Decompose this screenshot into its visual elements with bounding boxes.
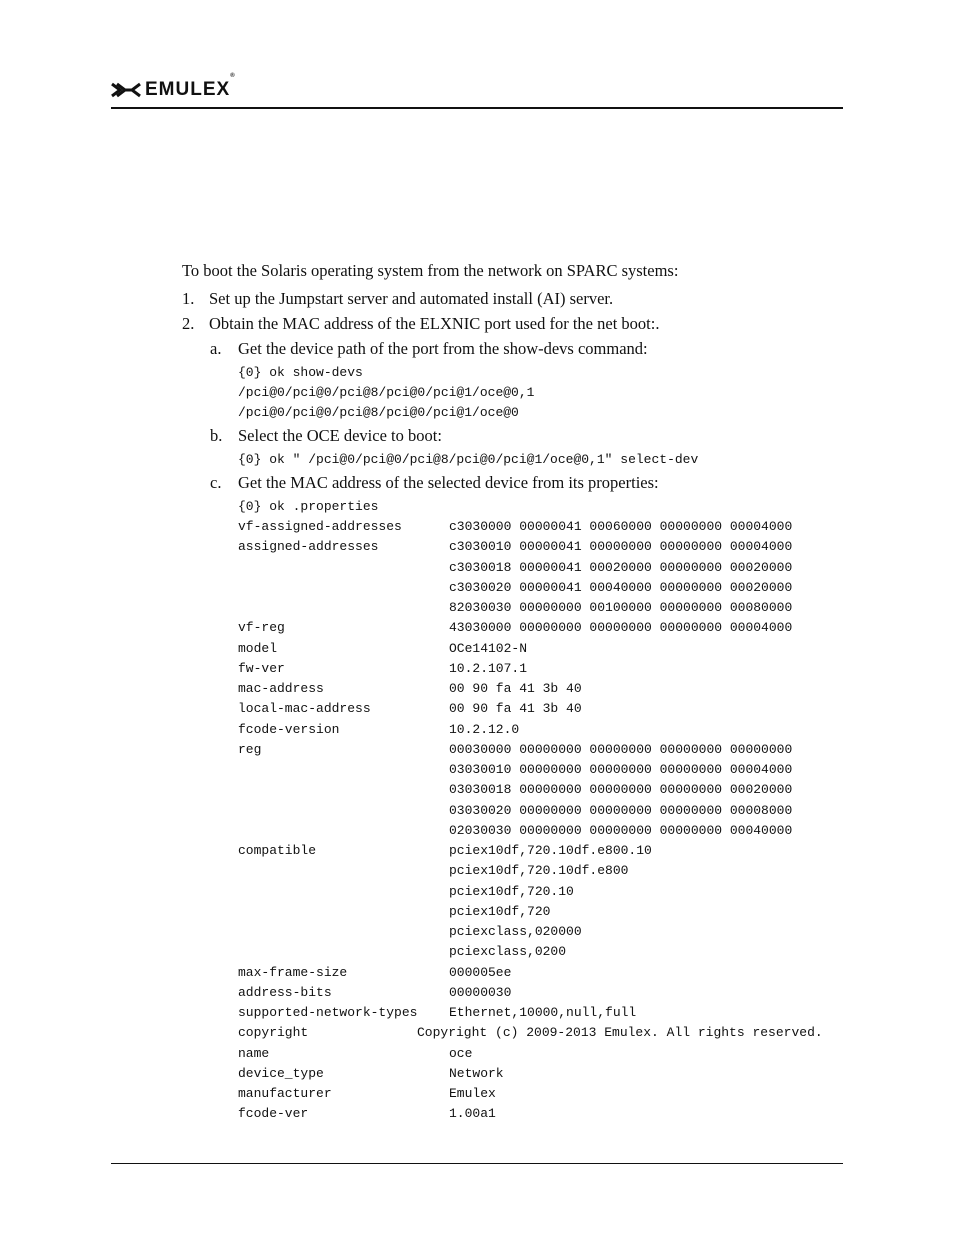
step-text: Obtain the MAC address of the ELXNIC port used for the net boot:. (209, 314, 660, 333)
code-line: {0} ok show-devs (238, 365, 363, 380)
code-line: {0} ok " /pci@0/pci@0/pci@8/pci@0/pci@1/oce@0,1" select-dev (238, 452, 699, 467)
property-key: vf-assigned-addresses (238, 519, 402, 534)
step-number: 1. (182, 289, 195, 308)
substep-text: Get the MAC address of the selected device from its properties: (238, 473, 659, 492)
code-line: /pci@0/pci@0/pci@8/pci@0/pci@1/oce@0,1 (238, 385, 535, 400)
property-key: address-bits (238, 984, 332, 1000)
property-value: 000005ee (449, 964, 512, 980)
property-value: 10.2.107.1 (449, 660, 528, 676)
property-value: pciex10df,720 (449, 903, 551, 919)
property-value: Ethernet,10000,null,full (449, 1005, 637, 1020)
property-value: pciexclass,020000 (449, 924, 582, 939)
step-text: Set up the Jumpstart server and automated install (AI) server. (209, 289, 614, 308)
property-key: manufacturer (238, 1086, 332, 1101)
property-key: reg (238, 741, 262, 757)
property-value: oce (449, 1045, 473, 1061)
property-value: 03030018 00000000 00000000 00000000 00020000 (449, 782, 793, 798)
emulex-logo (111, 73, 236, 100)
property-key: fcode-ver (238, 1106, 309, 1122)
property-value: Emulex (449, 1086, 496, 1101)
property-value: 00030000 00000000 00000000 00000000 00000000 (449, 741, 793, 757)
property-value: c3030018 00000041 00020000 00000000 00020000 (449, 559, 793, 575)
property-value: 00000030 (449, 984, 512, 1000)
property-value: 03030020 00000000 00000000 00000000 00008000 (449, 802, 793, 818)
code-line: /pci@0/pci@0/pci@8/pci@0/pci@1/oce@0 (238, 405, 519, 420)
property-value: 1.00a1 (449, 1106, 496, 1122)
property-key: max-frame-size (238, 964, 348, 980)
property-key: assigned-addresses (238, 539, 379, 555)
footer-rule (111, 1163, 843, 1164)
property-value: Network (449, 1065, 504, 1081)
property-key: fcode-version (238, 721, 340, 737)
property-value: pciexclass,0200 (449, 944, 567, 960)
property-key: compatible (238, 843, 317, 858)
property-value: 10.2.12.0 (449, 721, 520, 737)
property-key: name (238, 1045, 270, 1061)
code-line: {0} ok .properties (238, 499, 379, 514)
property-value: 00 90 fa 41 3b 40 (449, 681, 582, 696)
property-value: c3030000 00000041 00060000 00000000 00004000 (449, 519, 793, 534)
property-value: OCe14102-N (449, 640, 528, 656)
logo-wordmark: EMULEX® (145, 73, 236, 100)
property-key: mac-address (238, 681, 324, 696)
substep-letter: a. (210, 339, 222, 358)
property-key: copyright (238, 1025, 309, 1041)
property-value: 02030030 00000000 00000000 00000000 00040000 (449, 822, 793, 838)
property-key: vf-reg (238, 620, 285, 636)
intro-text: To boot the Solaris operating system from the network on SPARC systems: (182, 261, 679, 280)
step-number: 2. (182, 314, 195, 333)
property-value: 03030010 00000000 00000000 00000000 00004000 (449, 762, 793, 777)
header-rule (111, 107, 843, 109)
property-value: 43030000 00000000 00000000 00000000 00004000 (449, 620, 793, 636)
property-key: supported-network-types (238, 1005, 418, 1020)
substep-text: Get the device path of the port from the show-devs command: (238, 339, 648, 358)
property-value: Copyright (c) 2009-2013 Emulex. All rights reserved. (417, 1025, 823, 1041)
property-value: 00 90 fa 41 3b 40 (449, 701, 582, 717)
property-value: pciex10df,720.10 (449, 883, 574, 899)
emulex-mark-icon (111, 82, 141, 98)
property-value: c3030010 00000041 00000000 00000000 00004000 (449, 539, 793, 555)
property-value: pciex10df,720.10df.e800 (449, 863, 629, 879)
property-key: model (238, 640, 278, 656)
property-key: local-mac-address (238, 701, 371, 717)
property-value: c3030020 00000041 00040000 00000000 00020000 (449, 579, 793, 595)
property-value: 82030030 00000000 00100000 00000000 00080000 (449, 600, 793, 615)
property-key: fw-ver (238, 660, 285, 676)
property-value: pciex10df,720.10df.e800.10 (449, 843, 652, 858)
property-key: device_type (238, 1065, 324, 1081)
substep-text: Select the OCE device to boot: (238, 426, 442, 445)
substep-letter: c. (210, 473, 222, 492)
substep-letter: b. (210, 426, 223, 445)
